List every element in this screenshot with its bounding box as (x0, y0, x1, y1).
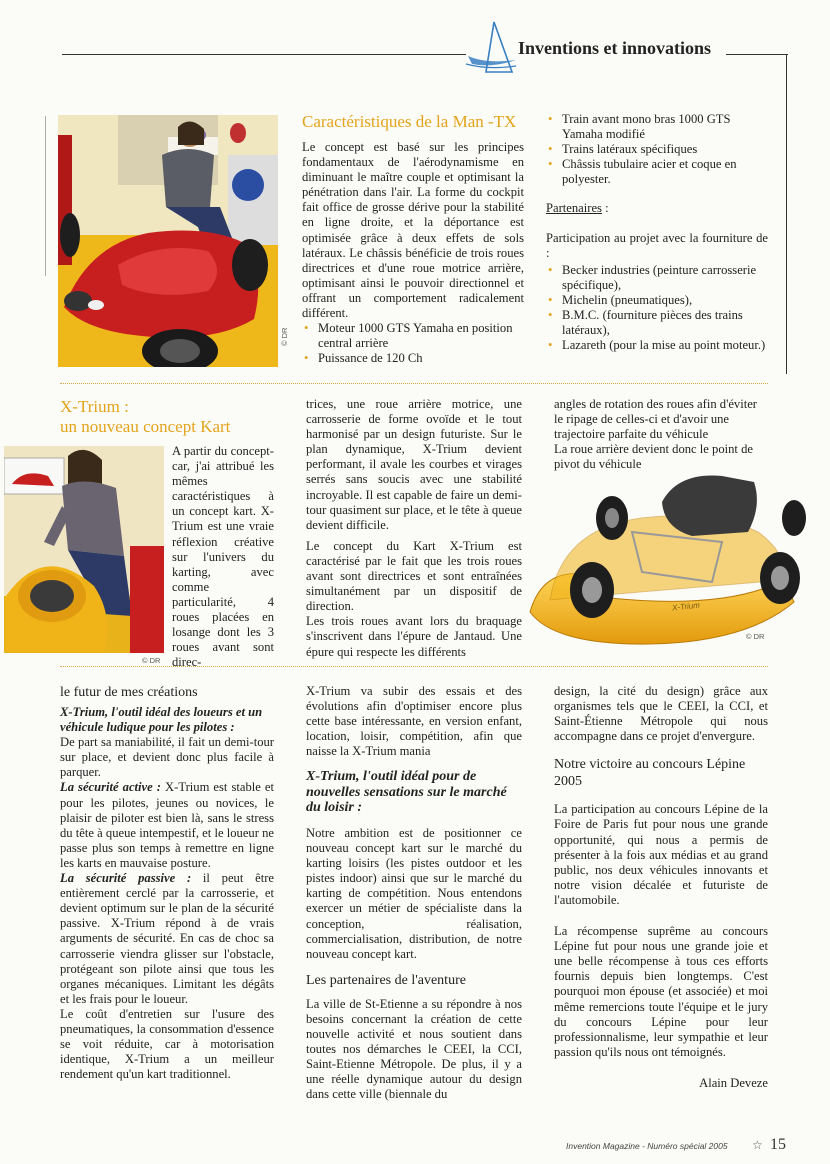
bottom-col1 (60, 684, 274, 1082)
page-frame-right-rule (786, 54, 787, 374)
xtrium-title (60, 397, 290, 437)
man-tx-section-right (546, 112, 768, 353)
partners-intro: Participation au projet avec la fourniture de : (546, 230, 768, 260)
kart-photo-credit: © DR (746, 632, 765, 641)
man-tx-photo-credit: © DR (280, 327, 289, 346)
lepine-heading: Notre victoire au concours Lépine 2005 (554, 757, 746, 790)
header-rule-left (62, 54, 466, 55)
renters-subheading: X-Trium, l'outil idéal des loueurs et un véhicule ludique pour les pilotes : (60, 705, 263, 735)
footer-star-icon: ☆ (752, 1138, 763, 1152)
section-separator-bottom (60, 666, 768, 667)
active-safety-label: La sécurité active : (60, 780, 161, 795)
man-tx-title: Caractéristiques de la Man -TX (302, 112, 517, 131)
xtrium-col3-p2: La roue arrière devient donc le point de pivot du véhicule (554, 442, 753, 472)
leisure-subheading: X-Trium, l'outil idéal pour de nouvelles sensations sur le marché du loisir : (306, 769, 507, 816)
xtrium-intro: A partir du concept-car, j'ai attribué les mêmes caractéristiques à un concept kart. X-Trium est une vraie réflexion créative sur l'univers du karting, avec comme particularité, 4 roues placées en losange dont les 3 roues avant sont direc- (172, 444, 274, 670)
page-number: 15 (770, 1136, 786, 1153)
xtrium-col2-p3: Les trois roues avant lors du braquage s'inscrivent dans l'épure de Jantaud. Une épure qui respecte les différents (306, 614, 522, 659)
man-tx-spec-list-right (546, 112, 768, 187)
bottom-col3 (554, 684, 768, 1091)
xtrium-kart-render (522, 462, 812, 652)
handling-paragraph: De part sa maniabilité, il fait un demi-tour sur place, et devient donc plus facile à parquer. (60, 735, 274, 780)
xtrium-col2-text (306, 397, 522, 660)
st-etienne-paragraph: La ville de St-Etienne a su répondre à nos besoins concernant la création de cette nouvelle activité et nous soutient dans toutes nos démarches le CEEI, la CCI, Saint-Etienne Métropole. De plus, il y a une réelle dynamique autour du design dans cette ville (biennale du (306, 996, 522, 1102)
active-safety-paragraph (60, 780, 274, 871)
partners-label: Partenaires (546, 201, 602, 216)
partner-item: • Lazareth (pour la mise au point moteur.) (546, 338, 768, 353)
partner-item: • B.M.C. (fourniture pièces des trains latéraux), (546, 308, 768, 338)
passive-safety-text: il peut être entièrement cerclé par la carrosserie, et devient optimum sur le plan de la sécurité passive. X-Trium répond à de vrais arguments de sécurité. En cas de choc sa carrosserie viendra glisser sur l'obstacle, protégeant son pilote ainsi que tous les organes mécaniques. Limitant les dégâts et les frais pour le loueur. (60, 871, 274, 1006)
xtrium-person-photo-credit: © DR (142, 656, 161, 665)
spec-item: • Puissance de 120 Ch (302, 351, 524, 366)
partners-list (546, 263, 768, 354)
partners-colon: : (601, 201, 609, 216)
cost-paragraph: Le coût d'entretien sur l'usure des pneumatiques, la consommation d'essence se voit réduite, car à motorisation identique, X-Trium a un meilleur rendement qu'un kart traditionnel. (60, 1006, 274, 1082)
man-tx-section (302, 112, 524, 366)
man-tx-body: Le concept est basé sur les principes fondamentaux de l'aérodynamisme en diminuant le maître couple et optimisant la pénétration dans l'air. La forme du cockpit fait office de grosse dérive pour la stabilité en ligne droite, et la déportance est optimisée grâce à deux effets de sols latéraux. Le châssis bénéficie de trois roues directrices et d'une roue motrice arrière, optimisant ainsi le pouvoir directionnel et offrant un comportement radicalement différent. (302, 140, 524, 321)
spec-item: • Moteur 1000 GTS Yamaha en position central arrière (302, 321, 524, 351)
ambition-paragraph: Notre ambition est de positionner ce nouveau concept kart sur le marché du karting loisirs (les pistes outdoor et les pistes indoor) ainsi que sur le marché du karting de compétition. Nous entendons exercer un métier de spécialiste dans la conception, réalisation, commercialisation, distribution, de notre nouveau concept kart. (306, 825, 522, 961)
page-frame-left-rule (45, 116, 46, 276)
xtrium-col1-text (172, 444, 274, 670)
man-tx-spec-list-left (302, 321, 524, 366)
section-title: Inventions et innovations (518, 38, 712, 58)
passive-safety-label: La sécurité passive : (60, 871, 192, 886)
partners-heading (546, 201, 768, 216)
xtrium-title-line1: X-Trium : (60, 397, 129, 416)
xtrium-col2-p1: trices, une roue arrière motrice, une carrosserie de forme ovoïde et le tout harmonisé par un design futuriste. Sur le plan dynamique, X-Trium devient performant, il avale les courbes et virages serrés sans soucis avec une stabilité incroyable. Il est capable de faire un demi-tour quasiment sur place, et le tête à queue devient difficile. (306, 397, 522, 532)
sail-logo-icon (464, 20, 518, 78)
spec-item: • Châssis tubulaire acier et coque en polyester. (546, 157, 768, 187)
bottom-col2 (306, 684, 522, 1102)
passive-safety-paragraph (60, 871, 274, 1007)
active-safety-text: X-Trium est stable et pour les pilotes, jeunes ou novices, le plaisir de piloter est bien là, sans le stress du tête à queue intempestif, et le loueur ne passe plus son temps à remettre en ligne les karts en mauvaise posture. (60, 780, 274, 870)
partners-adventure-heading: Les partenaires de l'aventure (306, 972, 466, 988)
man-tx-photo (58, 115, 278, 367)
footer-publication: Invention Magazine - Numéro spécial 2005 (566, 1141, 728, 1151)
xtrium-person-photo (4, 446, 164, 653)
xtrium-col2-p2: Le concept du Kart X-Trium est caractérisé par le fait que les trois roues avant sont directrices et sont entraînées simultanément par un dispositif de direction. (306, 538, 522, 614)
spec-item: • Trains latéraux spécifiques (546, 142, 768, 157)
design-paragraph: design, la cité du design) grâce aux organismes tels que le CEEI, la CCI, et Saint-Étienne Métropole qui nous accompagne dans ce projet d'envergure. (554, 684, 768, 744)
partner-item: • Michelin (pneumatiques), (546, 293, 768, 308)
author-signature: Alain Deveze (699, 1075, 768, 1090)
kart-body-label: X-Trium (671, 600, 701, 613)
partner-item: • Becker industries (peinture carrosserie spécifique), (546, 263, 768, 293)
spec-item: • Train avant mono bras 1000 GTS Yamaha modifié (546, 112, 768, 142)
lepine-paragraph-2: La récompense suprême au concours Lépine fut pour nous une grande joie et une belle récompense à tous ces efforts fournis depuis bien longtemps. C'est pourquoi mon épouse (et associée) et moi même remercions toute l'équipe et le jury du concours Lépine pour leur professionnalisme, leur sympathie et leur passion qu'ils nous ont témoignés. (554, 924, 768, 1059)
xtrium-col3-p1: angles de rotation des roues afin d'éviter le ripage de celles-ci et d'avoir une trajectoire parfaite du véhicule (554, 397, 758, 442)
evolution-paragraph: X-Trium va subir des essais et des évolutions afin d'optimiser encore plus cette base intéressante, en version enfant, location, loisir, compétition, afin que naisse la X-Trium mania (306, 684, 522, 759)
future-heading: le futur de mes créations (60, 685, 198, 700)
section-separator-top (60, 383, 768, 384)
lepine-paragraph-1: La participation au concours Lépine de la Foire de Paris fut pour nous une grande opportunité, qui nous a permis de présenter à la fois aux médias et au grand public, nos deux véhicules innovants et notre vision décalée et futuriste de l'automobile. (554, 802, 768, 907)
header-rule-right (726, 54, 788, 55)
xtrium-title-line2: un nouveau concept Kart (60, 417, 231, 436)
